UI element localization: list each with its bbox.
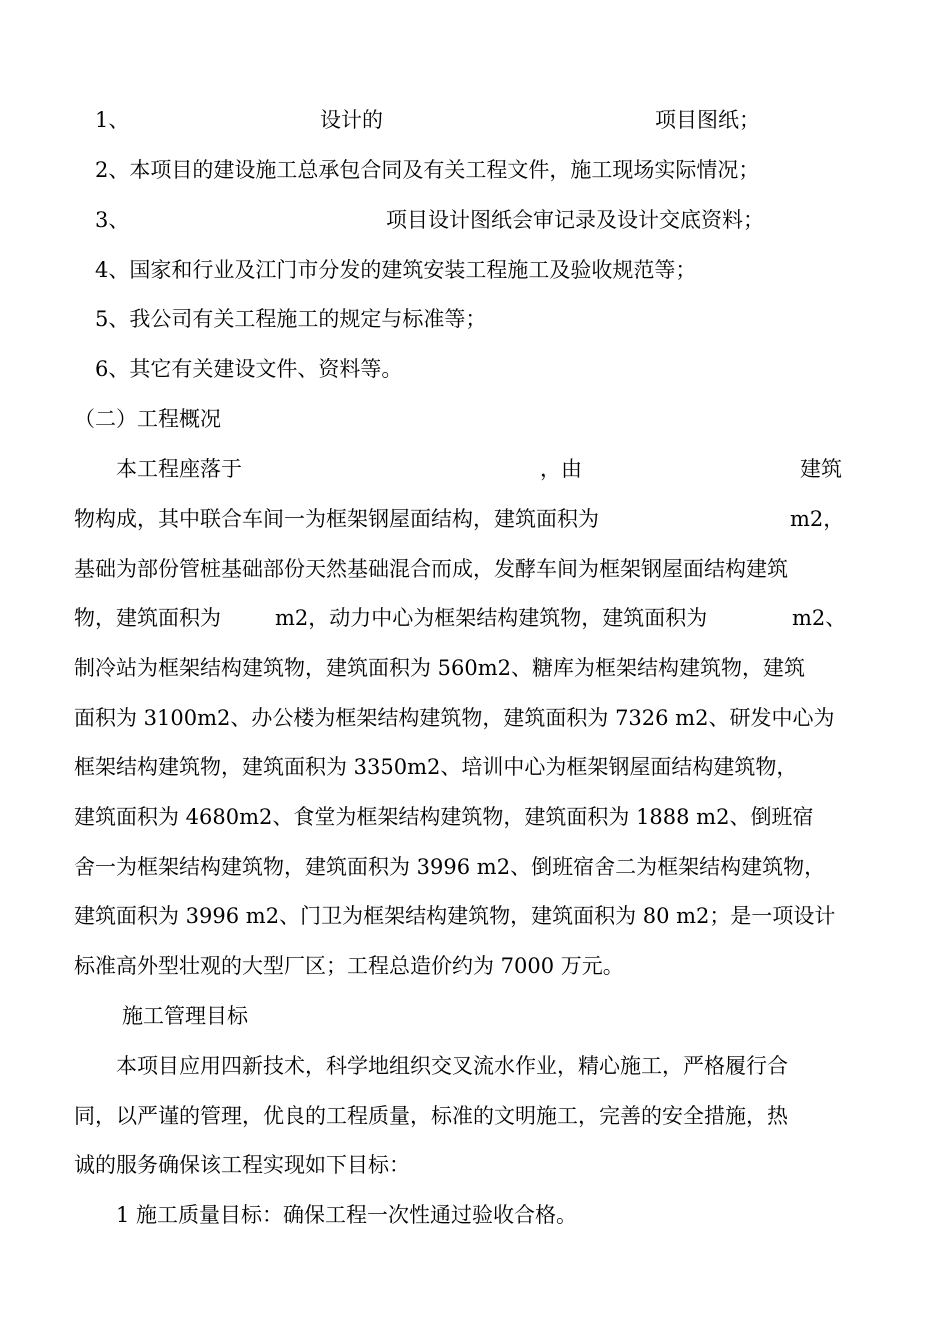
list-item-1-middle: 设计的 <box>320 108 383 132</box>
overview-line-6: 面积为 3100m2、办公楼为框架结构建筑物，建筑面积为 7326 m2、研发中心为 <box>74 706 835 730</box>
overview-line-4a: 物，建筑面积为 <box>74 606 221 630</box>
overview-line-3: 基础为部份管桩基础部份天然基础混合而成，发酵车间为框架钢屋面结构建筑 <box>74 557 788 581</box>
overview-line-2a: 物构成，其中联合车间一为框架钢屋面结构，建筑面积为 <box>74 507 599 531</box>
overview-line-10: 建筑面积为 3996 m2、门卫为框架结构建筑物，建筑面积为 80 m2；是一项设计 <box>74 904 836 928</box>
goals-line-2: 同，以严谨的管理，优良的工程质量，标准的文明施工，完善的安全措施，热 <box>74 1104 788 1128</box>
overview-line-1c: 建筑 <box>800 457 842 481</box>
overview-line-2b: m2， <box>790 507 845 531</box>
list-item-4: 4、国家和行业及江门市分发的建筑安装工程施工及验收规范等； <box>95 258 697 282</box>
list-item-6: 6、其它有关建设文件、资料等。 <box>95 357 403 381</box>
goals-line-4: 1 施工质量目标：确保工程一次性通过验收合格。 <box>116 1203 578 1227</box>
goals-line-1: 本项目应用四新技术，科学地组织交叉流水作业，精心施工，严格履行合 <box>116 1054 788 1078</box>
goals-line-3: 诚的服务确保该工程实现如下目标： <box>74 1153 410 1177</box>
overview-line-1a: 本工程座落于 <box>116 457 242 481</box>
section-heading-overview: （二）工程概况 <box>74 407 221 431</box>
list-item-2: 2、本项目的建设施工总承包合同及有关工程文件，施工现场实际情况； <box>95 158 760 182</box>
overview-line-11: 标准高外型壮观的大型厂区；工程总造价约为 7000 万元。 <box>74 954 624 978</box>
overview-line-4c: m2、 <box>792 606 847 630</box>
overview-line-9: 舍一为框架结构建筑物，建筑面积为 3996 m2、倒班宿舍二为框架结构建筑物， <box>74 855 826 879</box>
list-item-3-end: 项目设计图纸会审记录及设计交底资料； <box>386 208 764 232</box>
list-item-1-number: 1、 <box>95 108 130 132</box>
list-item-3-number: 3、 <box>95 208 130 232</box>
overview-line-1b: ，由 <box>540 457 582 481</box>
list-item-1-end: 项目图纸； <box>655 108 760 132</box>
overview-line-8: 建筑面积为 4680m2、食堂为框架结构建筑物，建筑面积为 1888 m2、倒班宿 <box>74 805 814 829</box>
list-item-5: 5、我公司有关工程施工的规定与标准等； <box>95 307 487 331</box>
overview-line-5: 制冷站为框架结构建筑物，建筑面积为 560m2、糖库为框架结构建筑物，建筑 <box>74 656 806 680</box>
overview-line-4b: m2，动力中心为框架结构建筑物，建筑面积为 <box>275 606 708 630</box>
overview-line-7: 框架结构建筑物，建筑面积为 3350m2、培训中心为框架钢屋面结构建筑物， <box>74 755 798 779</box>
section-heading-goals: 施工管理目标 <box>122 1004 248 1028</box>
